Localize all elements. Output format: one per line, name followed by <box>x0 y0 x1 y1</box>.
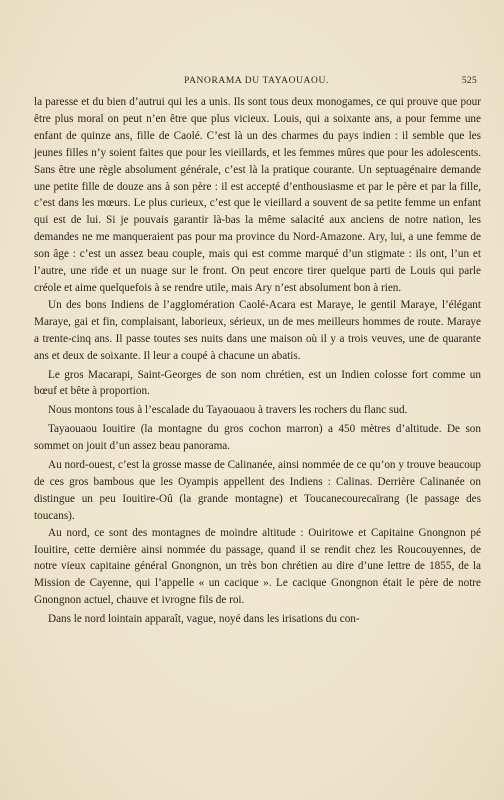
paragraph-maraye: Un des bons Indiens de l’agglomération Caolé-Acara est Maraye, le gentil Maraye, l’élégant Maraye, gai et fin, complaisant, laborieux, sérieux, un de mes meilleurs hommes de route. Maraye a trente-cinq ans. Il passe toutes ses nuits dans une maison où il y a trois veuves, une de quarante ans et deux de soixante. Il leur a coupé à chacune un abatis. <box>34 298 481 362</box>
running-header <box>34 76 479 92</box>
paragraph-escalade: Nous montons tous à l’escalade du Tayaouaou à travers les rochers du flanc sud. <box>48 404 408 417</box>
paragraph-altitude: Tayaouaou Iouitire (la montagne du gros cochon marron) a 450 mètres d’altitude. De son sommet on jouit d’un assez beau panorama. <box>34 423 481 453</box>
paragraph-continued: la paresse et du bien d’autrui qui les a unis. Ils sont tous deux monogames, ce qui prouve que pour être plus moral on peut n’en être que plus vicieux. Louis, qui a soixante ans, a pour femme une enfant de quinze ans, fille de Caolé. C’est là un des charmes du pays indien : il semble que les jeunes filles n’y soient faites que pour les vieillards, et les femmes mûres que pour les adolescents. Sans être une règle absolument générale, c’est là la pratique courante. Un septuagénaire demande une petite fille de douze ans à son père : il est accepté d’enthousiasme et par le père et par la fille, c’est dans les mœurs. Le plus curieux, c’est que le vieillard a souvent de sa petite femme un enfant qui est de lui. Si je pouvais garantir là-bas la même salacité aux anciens de notre nation, les demandes ne me manqueraient pas pour ma province du Nord-Amazone. Ary, lui, a une femme de son âge : c’est un assez beau couple, mais qui est comme marqué d’un stigmate : ils ont, l’un et l’autre, une ride et un nuage sur le front. On peut encore tirer quelque parti de Louis qui parle créole et aime quelquefois à se rendre utile, mais Ary n’est absolument bon à rien. <box>34 96 481 294</box>
body-text <box>34 94 481 628</box>
page-number: 525 <box>461 76 477 86</box>
paragraph-nord-lointain: Dans le nord lointain apparaît, vague, noyé dans les irisations du con- <box>48 613 360 626</box>
running-title: PANORAMA DU TAYAOUAOU. <box>184 76 329 86</box>
paragraph-nord: Au nord, ce sont des montagnes de moindre altitude : Ouiritowe et Capitaine Gnongnon pé Iouitire, cette dernière ainsi nommée du passage, quand il se rendit chez les Roucouyennes, de notre vieux capitaine général Gnongnon, un très bon chrétien au dire d’une lettre de 1855, de la Mission de Cayenne, qui l’appelle « un cacique ». Le cacique Gnongnon était le père de notre Gnongnon actuel, chauve et ivrogne fils de roi. <box>34 526 481 607</box>
paragraph-nord-ouest: Au nord-ouest, c’est la grosse masse de Calinanée, ainsi nommée de ce qu’on y trouve beaucoup de ces gros bambous que les Oyampis appellent des Indiens : Calinas. Derrière Calinanée on distingue un peu Iouitire-Oû (la grande montagne) et Toucanecourecaïrang (le passage des toucans). <box>34 459 481 522</box>
paragraph-macarapi: Le gros Macarapi, Saint-Georges de son nom chrétien, est un Indien colosse fort comme un bœuf et bête à proportion. <box>34 368 481 398</box>
